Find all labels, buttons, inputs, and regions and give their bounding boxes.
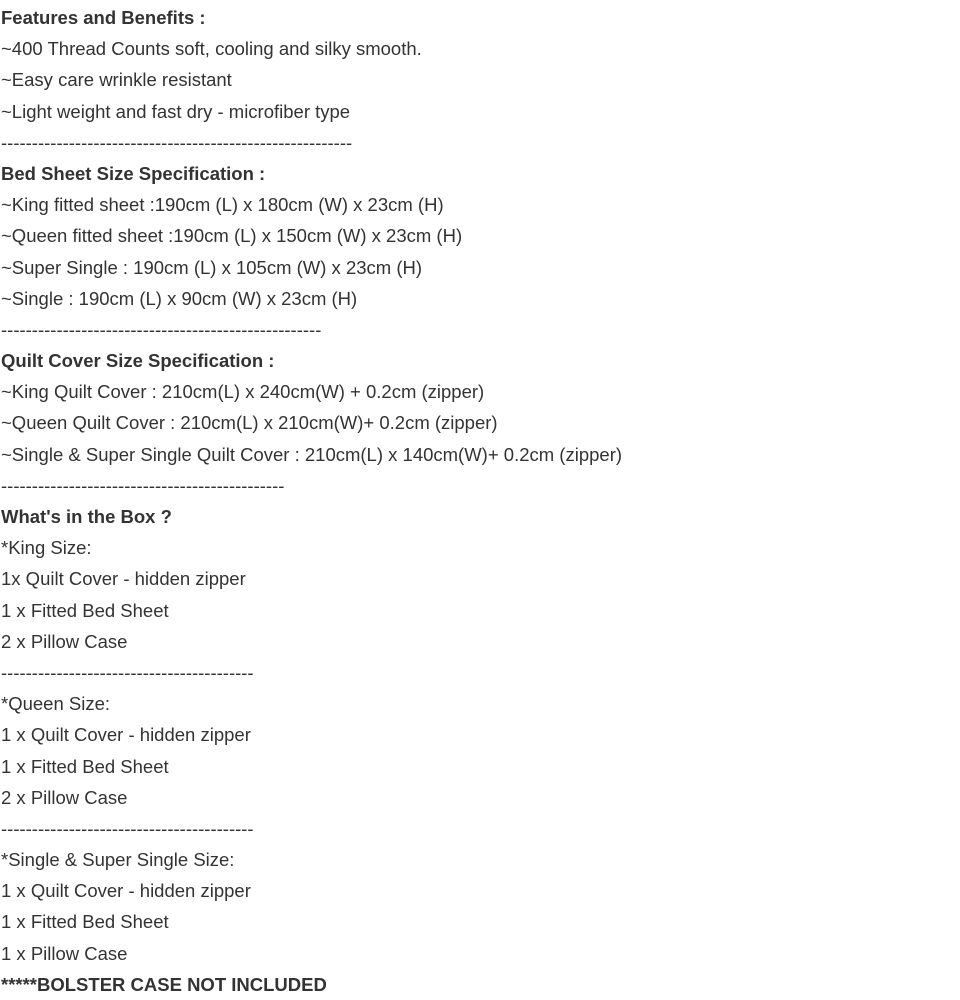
quilt-cover-spec: ~King Quilt Cover : 210cm(L) x 240cm(W) + 0.2cm (zipper) [1,381,485,403]
separator: ---------------------------------------------- [1,474,285,496]
bed-sheet-spec: ~Queen fitted sheet :190cm (L) x 150cm (W) x 23cm (H) [1,225,463,247]
features-heading: Features and Benefits : [1,7,206,28]
separator: ----------------------------------------- [1,817,254,839]
bed-sheet-spec: ~Single : 190cm (L) x 90cm (W) x 23cm (H) [1,287,358,309]
separator: ----------------------------------------- [1,661,254,683]
box-item: 1x Quilt Cover - hidden zipper [1,568,246,590]
bed-sheet-spec: ~Super Single : 190cm (L) x 105cm (W) x 23cm (H) [1,256,423,278]
box-contents-heading: What's in the Box ? [1,506,172,527]
box-item: 1 x Fitted Bed Sheet [1,911,169,933]
box-item: 1 x Pillow Case [1,942,128,964]
bed-sheet-heading: Bed Sheet Size Specification : [1,162,266,184]
box-size-label: *Single & Super Single Size: [1,849,235,871]
quilt-cover-spec: ~Single & Super Single Quilt Cover : 210cm(L) x 140cm(W)+ 0.2cm (zipper) [1,443,623,465]
bolster-note: *****BOLSTER CASE NOT INCLUDED [1,973,327,995]
separator: ---------------------------------------------------- [1,318,322,340]
bed-sheet-spec: ~King fitted sheet :190cm (L) x 180cm (W) x 23cm (H) [1,194,444,216]
box-size-label: *Queen Size: [1,693,111,715]
separator: --------------------------------------------------------- [1,131,353,153]
box-item: 1 x Fitted Bed Sheet [1,599,169,621]
box-size-label: *King Size: [1,537,92,559]
feature-item: ~Easy care wrinkle resistant [1,69,232,91]
feature-item: ~Light weight and fast dry - microfiber type [1,100,351,122]
box-item: 1 x Fitted Bed Sheet [1,755,169,777]
feature-item: ~400 Thread Counts soft, cooling and silky smooth. [1,38,422,60]
box-item: 1 x Quilt Cover - hidden zipper [1,724,251,746]
box-item: 2 x Pillow Case [1,630,128,652]
box-item: 1 x Quilt Cover - hidden zipper [1,880,251,902]
box-item: 2 x Pillow Case [1,786,128,808]
quilt-cover-spec: ~Queen Quilt Cover : 210cm(L) x 210cm(W)+ 0.2cm (zipper) [1,412,498,434]
quilt-cover-heading: Quilt Cover Size Specification : [1,350,275,372]
